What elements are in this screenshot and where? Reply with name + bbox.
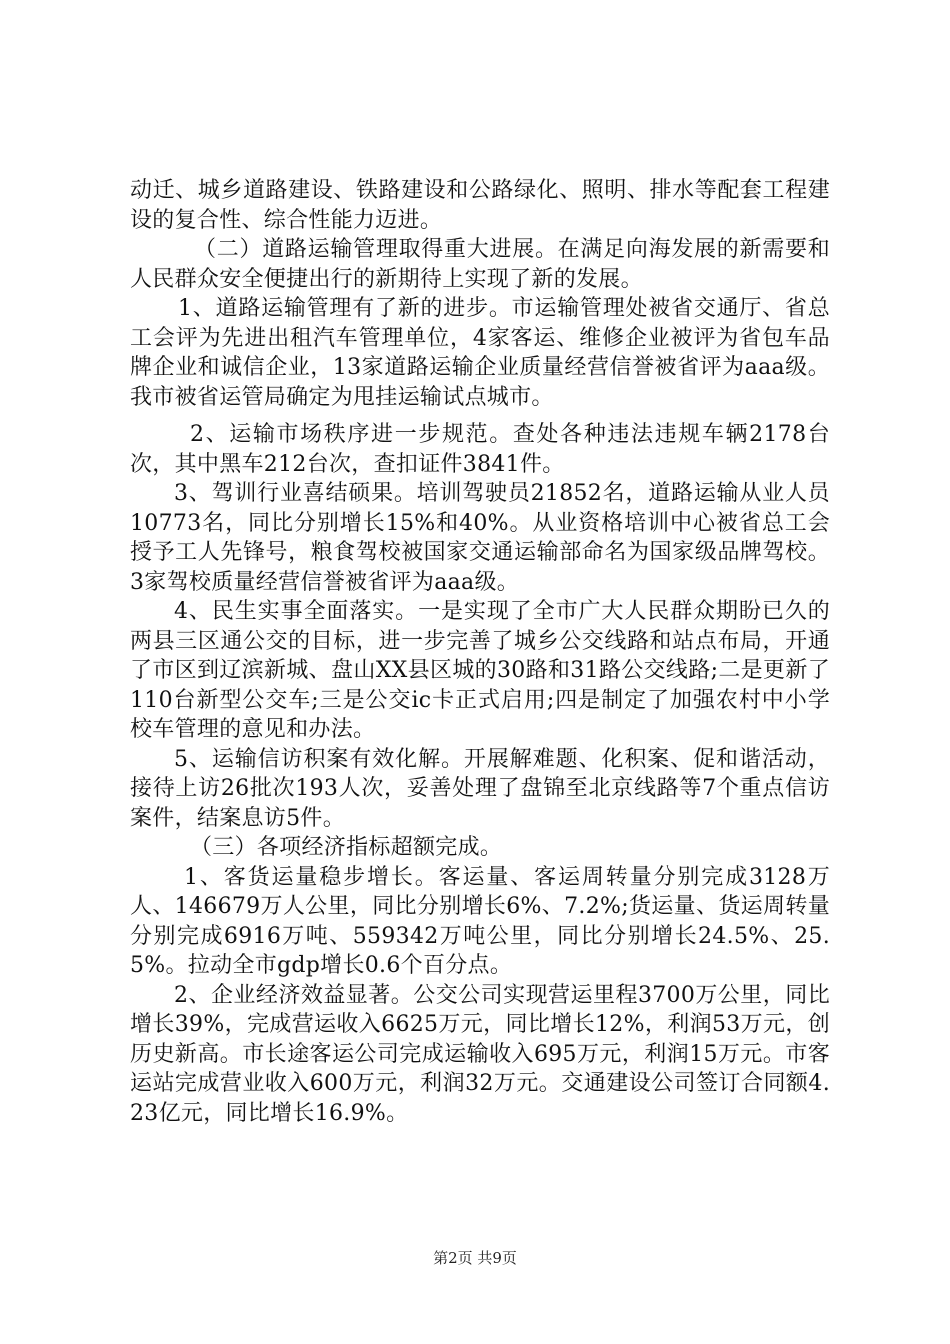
section-heading-2: （二）道路运输管理取得重大进展。在满足向海发展的新需要和人民群众安全便捷出行的新期待上实现了新的发展。 bbox=[130, 237, 830, 292]
paragraph-continuation: 动迁、城乡道路建设、铁路建设和公路绿化、照明、排水等配套工程建设的复合性、综合性能力迈进。 bbox=[130, 178, 830, 233]
paragraph-item-6: 1、客货运量稳步增长。客运量、客运周转量分别完成3128万人、146679万人公里，同比分别增长6%、7.2%;货运量、货运周转量分别完成6916万吨、559342万吨公里，同比分别增长24.5%、25.5%。拉动全市gdp增长0.6个百分点。 bbox=[130, 864, 830, 978]
section-heading-3: （三）各项经济指标超额完成。 bbox=[190, 835, 503, 860]
paragraph-item-4: 4、民生实事全面落实。一是实现了全市广大人民群众期盼已久的两县三区通公交的目标，进一步完善了城乡公交线路和站点布局，开通了市区到辽滨新城、盘山XX县区城的30路和31路公交线路;二是更新了110台新型公交车;三是公交ic卡正式启用;四是制定了加强农村中小学校车管理的意见和办法。 bbox=[130, 599, 830, 742]
paragraph-item-2: 2、运输市场秩序进一步规范。查处各种违法违规车辆2178台次，其中黑车212台次，查扣证件3841件。 bbox=[130, 422, 830, 477]
page-indicator: 第2页 共9页 bbox=[433, 1249, 517, 1267]
paragraph-item-1: 1、道路运输管理有了新的进步。市运输管理处被省交通厅、省总工会评为先进出租汽车管理单位，4家客运、维修企业被评为省包车品牌企业和诚信企业，13家道路运输企业质量经营信誉被省评为aaa级。我市被省运管局确定为甩挂运输试点城市。 bbox=[130, 296, 830, 410]
paragraph-item-7: 2、企业经济效益显著。公交公司实现营运里程3700万公里，同比增长39%，完成营运收入6625万元，同比增长12%，利润53万元，创历史新高。市长途客运公司完成运输收入695万元，利润15万元。市客运站完成营业收入600万元，利润32万元。交通建设公司签订合同额4.23亿元，同比增长16.9%。 bbox=[130, 982, 830, 1126]
document-body bbox=[130, 176, 830, 1128]
paragraph-item-5: 5、运输信访积案有效化解。开展解难题、化积案、促和谐活动，接待上访26批次193人次，妥善处理了盘锦至北京线路等7个重点信访案件，结案息访5件。 bbox=[130, 746, 830, 831]
paragraph-item-3: 3、驾训行业喜结硕果。培训驾驶员21852名，道路运输从业人员10773名，同比分别增长15%和40%。从业资格培训中心被省总工会授予工人先锋号，粮食驾校被国家交通运输部命名为国家级品牌驾校。3家驾校质量经营信誉被省评为aaa级。 bbox=[130, 481, 830, 595]
